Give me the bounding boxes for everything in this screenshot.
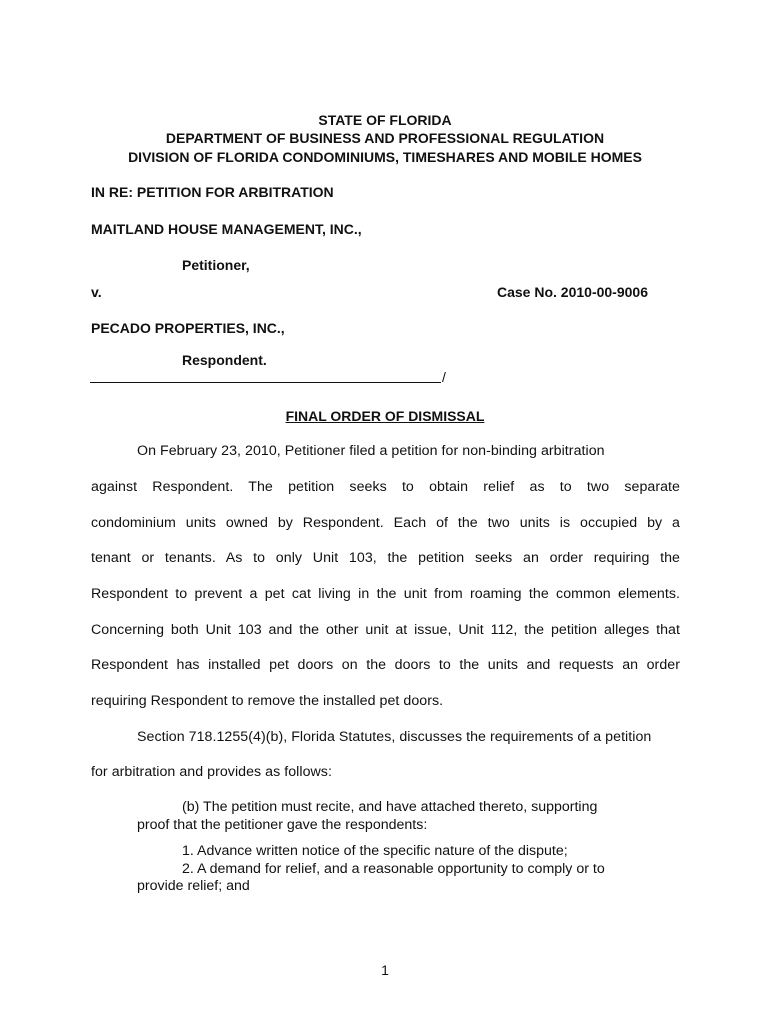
body-line: requiring Respondent to remove the installed pet doors. [91, 693, 444, 709]
in-re-line: IN RE: PETITION FOR ARBITRATION [91, 184, 334, 200]
body-line: tenant or tenants. As to only Unit 103, the petition seeks an order requiring the [91, 550, 680, 566]
quote-line: proof that the petitioner gave the respondents: [137, 817, 428, 833]
body-line: Respondent has installed pet doors on the doors to the units and requests an order [91, 657, 680, 673]
body-line: Section 718.1255(4)(b), Florida Statutes, discusses the requirements of a petition [137, 729, 652, 745]
respondent-name: PECADO PROPERTIES, INC., [91, 320, 285, 336]
quote-line: 2. A demand for relief, and a reasonable opportunity to comply or to [182, 861, 605, 877]
order-title: FINAL ORDER OF DISMISSAL [285, 408, 485, 424]
body-line: for arbitration and provides as follows: [91, 764, 332, 780]
petitioner-label: Petitioner, [182, 257, 250, 273]
quote-line: 1. Advance written notice of the specific nature of the dispute; [182, 843, 568, 859]
body-line: Respondent to prevent a pet cat living in the unit from roaming the common elements. [91, 586, 680, 602]
body-line: against Respondent. The petition seeks to obtain relief as to two separate [91, 479, 680, 495]
header-division: DIVISION OF FLORIDA CONDOMINIUMS, TIMESHARES AND MOBILE HOMES [128, 149, 642, 165]
body-line: On February 23, 2010, Petitioner filed a petition for non-binding arbitration [137, 443, 605, 459]
header-department: DEPARTMENT OF BUSINESS AND PROFESSIONAL REGULATION [165, 130, 605, 146]
page-number: 1 [381, 962, 389, 978]
quote-line: (b) The petition must recite, and have attached thereto, supporting [182, 799, 598, 815]
body-line: condominium units owned by Respondent. Each of the two units is occupied by a [91, 515, 680, 531]
versus: v. [91, 284, 102, 300]
caption-divider-line [90, 382, 441, 383]
petitioner-name: MAITLAND HOUSE MANAGEMENT, INC., [91, 221, 362, 237]
respondent-label: Respondent. [182, 352, 267, 368]
quote-line: provide relief; and [137, 878, 250, 894]
case-number: Case No. 2010-00-9006 [497, 284, 648, 300]
body-line: Concerning both Unit 103 and the other unit at issue, Unit 112, the petition alleges that [91, 622, 680, 638]
header-state: STATE OF FLORIDA [318, 112, 452, 128]
caption-slash: / [442, 369, 446, 385]
